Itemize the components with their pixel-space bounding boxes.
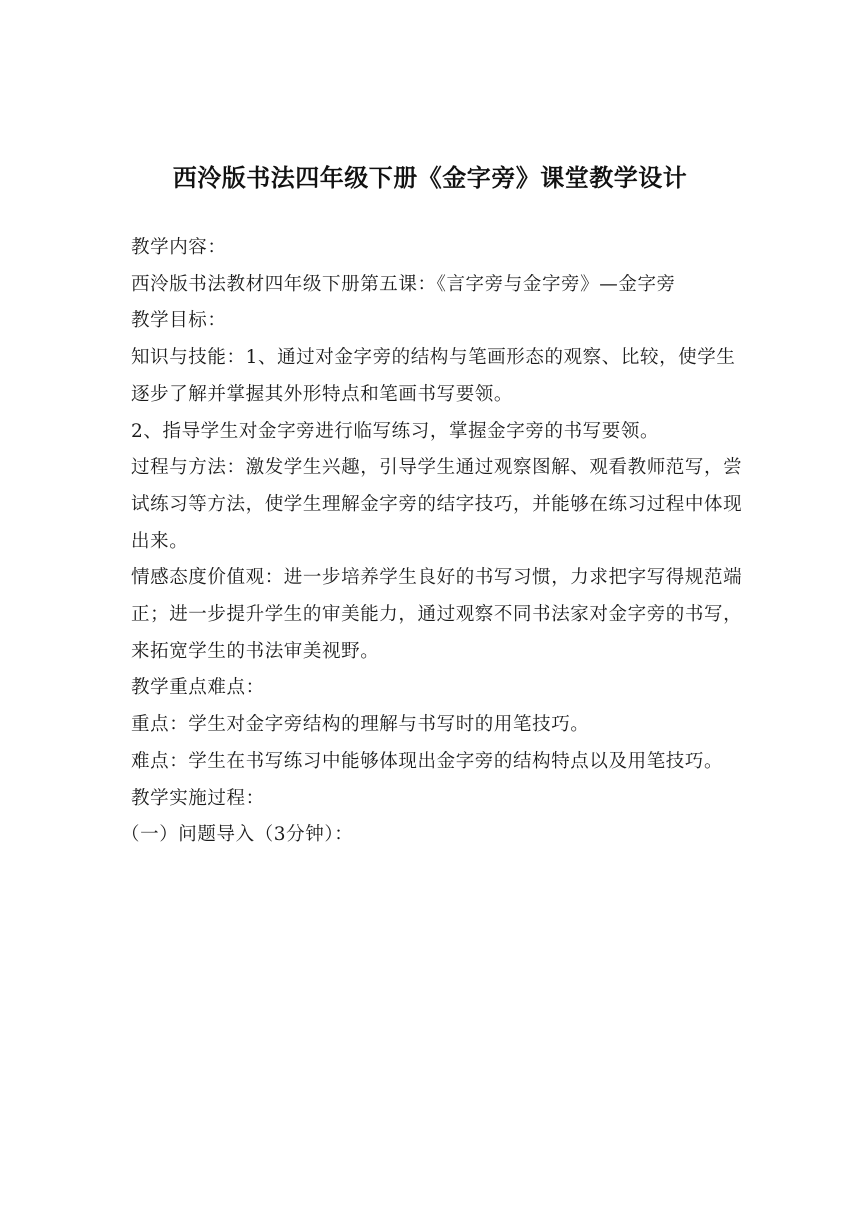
paragraph-key-points-heading: 教学重点难点： bbox=[131, 677, 265, 699]
paragraph-goal-2: 2、指导学生对金字旁进行临写练习，掌握金字旁的书写要领。 bbox=[131, 420, 660, 442]
paragraph-key-point: 重点：学生对金字旁结构的理解与书写时的用笔技巧。 bbox=[131, 714, 590, 736]
paragraph-difficulty: 难点：学生在书写练习中能够体现出金字旁的结构特点以及用笔技巧。 bbox=[131, 750, 724, 772]
document-title: 西泠版书法四年级下册《金字旁》课堂教学设计 bbox=[172, 164, 688, 192]
paragraph-section-1-heading: （一）问题导入（3分钟）： bbox=[121, 824, 354, 846]
paragraph-knowledge-skills: 知识与技能：1、通过对金字旁的结构与笔画形态的观察、比较，使学生逐步了解并掌握其外形特点和笔画书写要领。 bbox=[131, 347, 736, 405]
paragraph-teaching-content: 西泠版书法教材四年级下册第五课：《言字旁与金字旁》—金字旁 bbox=[131, 273, 676, 295]
paragraph-teaching-content-heading: 教学内容： bbox=[131, 237, 227, 258]
paragraph-teaching-goals-heading: 教学目标： bbox=[131, 310, 227, 332]
paragraph-emotion-values: 情感态度价值观：进一步培养学生良好的书写习惯，力求把字写得规范端正；进一步提升学生的审美能力，通过观察不同书法家对金字旁的书写，来拓宽学生的书法审美视野。 bbox=[131, 567, 743, 662]
paragraph-process-heading: 教学实施过程： bbox=[131, 787, 265, 809]
document-body bbox=[121, 230, 751, 854]
paragraph-process-method: 过程与方法：激发学生兴趣，引导学生通过观察图解、观看教师范写，尝试练习等方法，使学生理解金字旁的结字技巧，并能够在练习过程中体现出来。 bbox=[131, 457, 743, 552]
